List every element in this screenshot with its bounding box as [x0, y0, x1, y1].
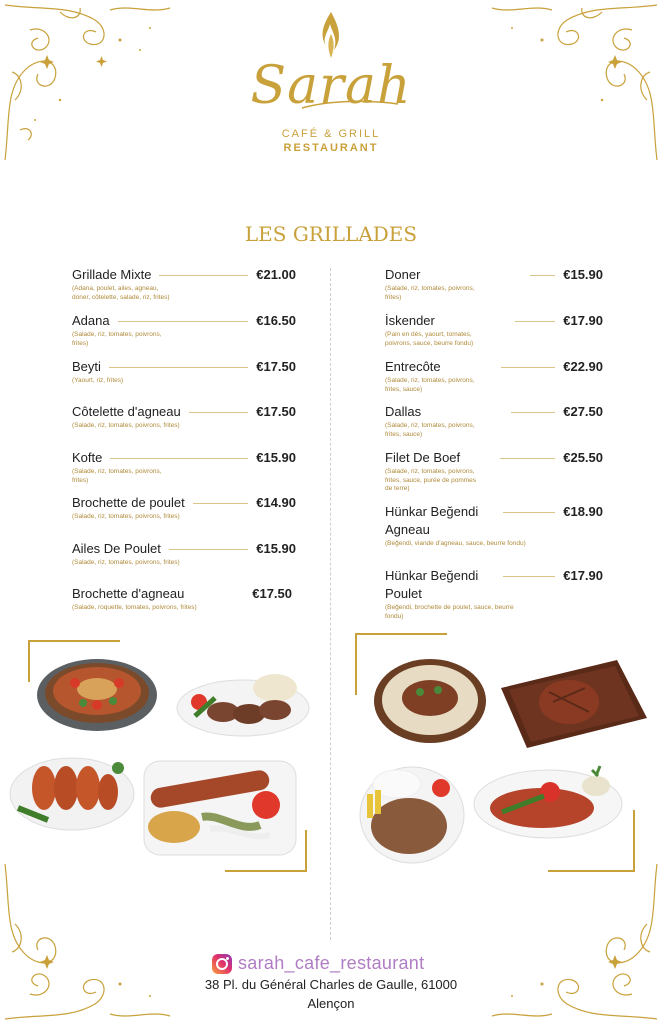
- item-price: €14.90: [256, 495, 296, 510]
- item-name: Kofte: [72, 450, 103, 465]
- leader-line: [530, 275, 555, 276]
- adana-kebab-image: [140, 755, 300, 860]
- leader-line: [503, 576, 555, 577]
- menu-item: [385, 358, 603, 394]
- brand-name: Sarah: [250, 56, 412, 116]
- menu-item: [385, 503, 603, 549]
- flame-icon: [316, 10, 346, 62]
- item-description: (Beğendi, brochette de poulet, sauce, beurre fondu): [385, 604, 514, 620]
- item-description: (Salade, riz, tomates, poivrons, frites, sauce): [385, 377, 475, 393]
- leader-line: [169, 549, 248, 550]
- item-price: €15.90: [256, 541, 296, 556]
- brand-subtitle-cafe-grill: CAFÉ & GRILL: [281, 128, 381, 140]
- item-description: (Salade, riz, tomates, poivrons, frites, sauce): [385, 422, 475, 438]
- leader-line: [110, 458, 248, 459]
- menu-item: [385, 266, 603, 302]
- instagram-link[interactable]: [212, 953, 424, 974]
- item-description: (Salade, riz, tomates, poivrons, frites): [72, 422, 180, 429]
- item-price: €27.50: [563, 404, 603, 419]
- item-name: Grillade Mixte: [72, 267, 152, 282]
- menu-item: [72, 266, 296, 302]
- item-price: €17.90: [563, 568, 603, 583]
- menu-item: [72, 403, 296, 431]
- item-price: €15.90: [563, 267, 603, 282]
- leader-line: [118, 321, 249, 322]
- instagram-icon: [212, 954, 232, 974]
- item-name: Beyti: [72, 359, 101, 374]
- item-name: Doner: [385, 267, 421, 282]
- kofte-plate-image: [175, 668, 310, 740]
- section-title: LES GRILLADES: [244, 222, 418, 246]
- item-description: (Yaourt, riz, frites): [72, 377, 124, 384]
- menu-item: [72, 358, 296, 386]
- item-name: Brochette de poulet: [72, 495, 185, 510]
- item-name: Hünkar Beğendi Agneau: [385, 504, 479, 537]
- item-price: €25.50: [563, 450, 603, 465]
- brand-swoosh: [300, 98, 400, 112]
- item-description: (Salade, roquette, tomates, poivrons, frites): [72, 604, 197, 611]
- item-price: €16.50: [256, 313, 296, 328]
- item-name: Entrecôte: [385, 359, 441, 374]
- item-description: (Salade, riz, tomates, poivrons, frites): [72, 331, 162, 347]
- item-description: (Pain en dés, yaourt, tomates, poivrons, sauce, beurre fondu): [385, 331, 474, 347]
- instagram-handle: sarah_cafe_restaurant: [238, 953, 425, 973]
- address-line-1: 38 Pl. du Général Charles de Gaulle, 61000: [204, 977, 458, 992]
- item-description: (Beğendi, viande d'agneau, sauce, beurre fondu): [385, 540, 526, 547]
- leader-line: [159, 275, 248, 276]
- menu-item: [385, 449, 603, 494]
- leader-line: [503, 512, 555, 513]
- menu-item: [385, 403, 603, 439]
- item-name: Ailes De Poulet: [72, 541, 161, 556]
- item-description: (Salade, riz, tomates, poivrons, frites, sauce, purée de pommes de terre): [385, 468, 477, 492]
- menu-item: [72, 585, 292, 613]
- column-divider: [330, 268, 331, 940]
- leader-line: [193, 503, 248, 504]
- item-name: Adana: [72, 313, 110, 328]
- item-name: Filet De Boef: [385, 450, 461, 465]
- menu-item: [385, 567, 603, 621]
- item-price: €17.50: [256, 359, 296, 374]
- leader-line: [109, 367, 248, 368]
- leader-line: [501, 367, 556, 368]
- item-name: İskender: [385, 313, 435, 328]
- grilled-platter-image: [35, 655, 160, 735]
- address-line-2: Alençon: [307, 996, 355, 1011]
- item-price: €22.90: [563, 359, 603, 374]
- item-price: €17.50: [252, 586, 292, 601]
- leader-line: [189, 412, 248, 413]
- item-name: Hünkar Beğendi Poulet: [385, 568, 479, 601]
- iskender-plate-image: [472, 756, 624, 844]
- item-price: €17.50: [256, 404, 296, 419]
- menu-item: [72, 540, 296, 568]
- hunkar-begendi-image: [372, 656, 488, 746]
- item-name: Brochette d'agneau: [72, 586, 185, 601]
- chicken-wings-image: [8, 748, 136, 834]
- brand-subtitle-restaurant: RESTAURANT: [283, 142, 379, 154]
- menu-item: [385, 312, 603, 348]
- item-price: €15.90: [256, 450, 296, 465]
- steak-board-image: [497, 658, 649, 750]
- item-description: (Salade, riz, tomates, poivrons, frites): [385, 285, 475, 301]
- item-description: (Salade, riz, tomates, poivrons, frites): [72, 559, 180, 566]
- doner-plate-image: [357, 760, 467, 866]
- item-price: €18.90: [563, 504, 603, 519]
- menu-item: [72, 449, 296, 485]
- item-price: €21.00: [256, 267, 296, 282]
- item-description: (Adana, poulet, ailes, agneau, doner, côtelette, salade, riz, frites): [72, 285, 170, 301]
- leader-line: [515, 321, 555, 322]
- menu-item: [72, 494, 296, 522]
- menu-item: [72, 312, 296, 348]
- leader-line: [500, 458, 555, 459]
- leader-line: [511, 412, 555, 413]
- item-description: (Salade, riz, tomates, poivrons, frites): [72, 468, 162, 484]
- item-name: Côtelette d'agneau: [72, 404, 181, 419]
- item-name: Dallas: [385, 404, 422, 419]
- item-description: (Salade, riz, tomates, poivrons, frites): [72, 513, 180, 520]
- item-price: €17.90: [563, 313, 603, 328]
